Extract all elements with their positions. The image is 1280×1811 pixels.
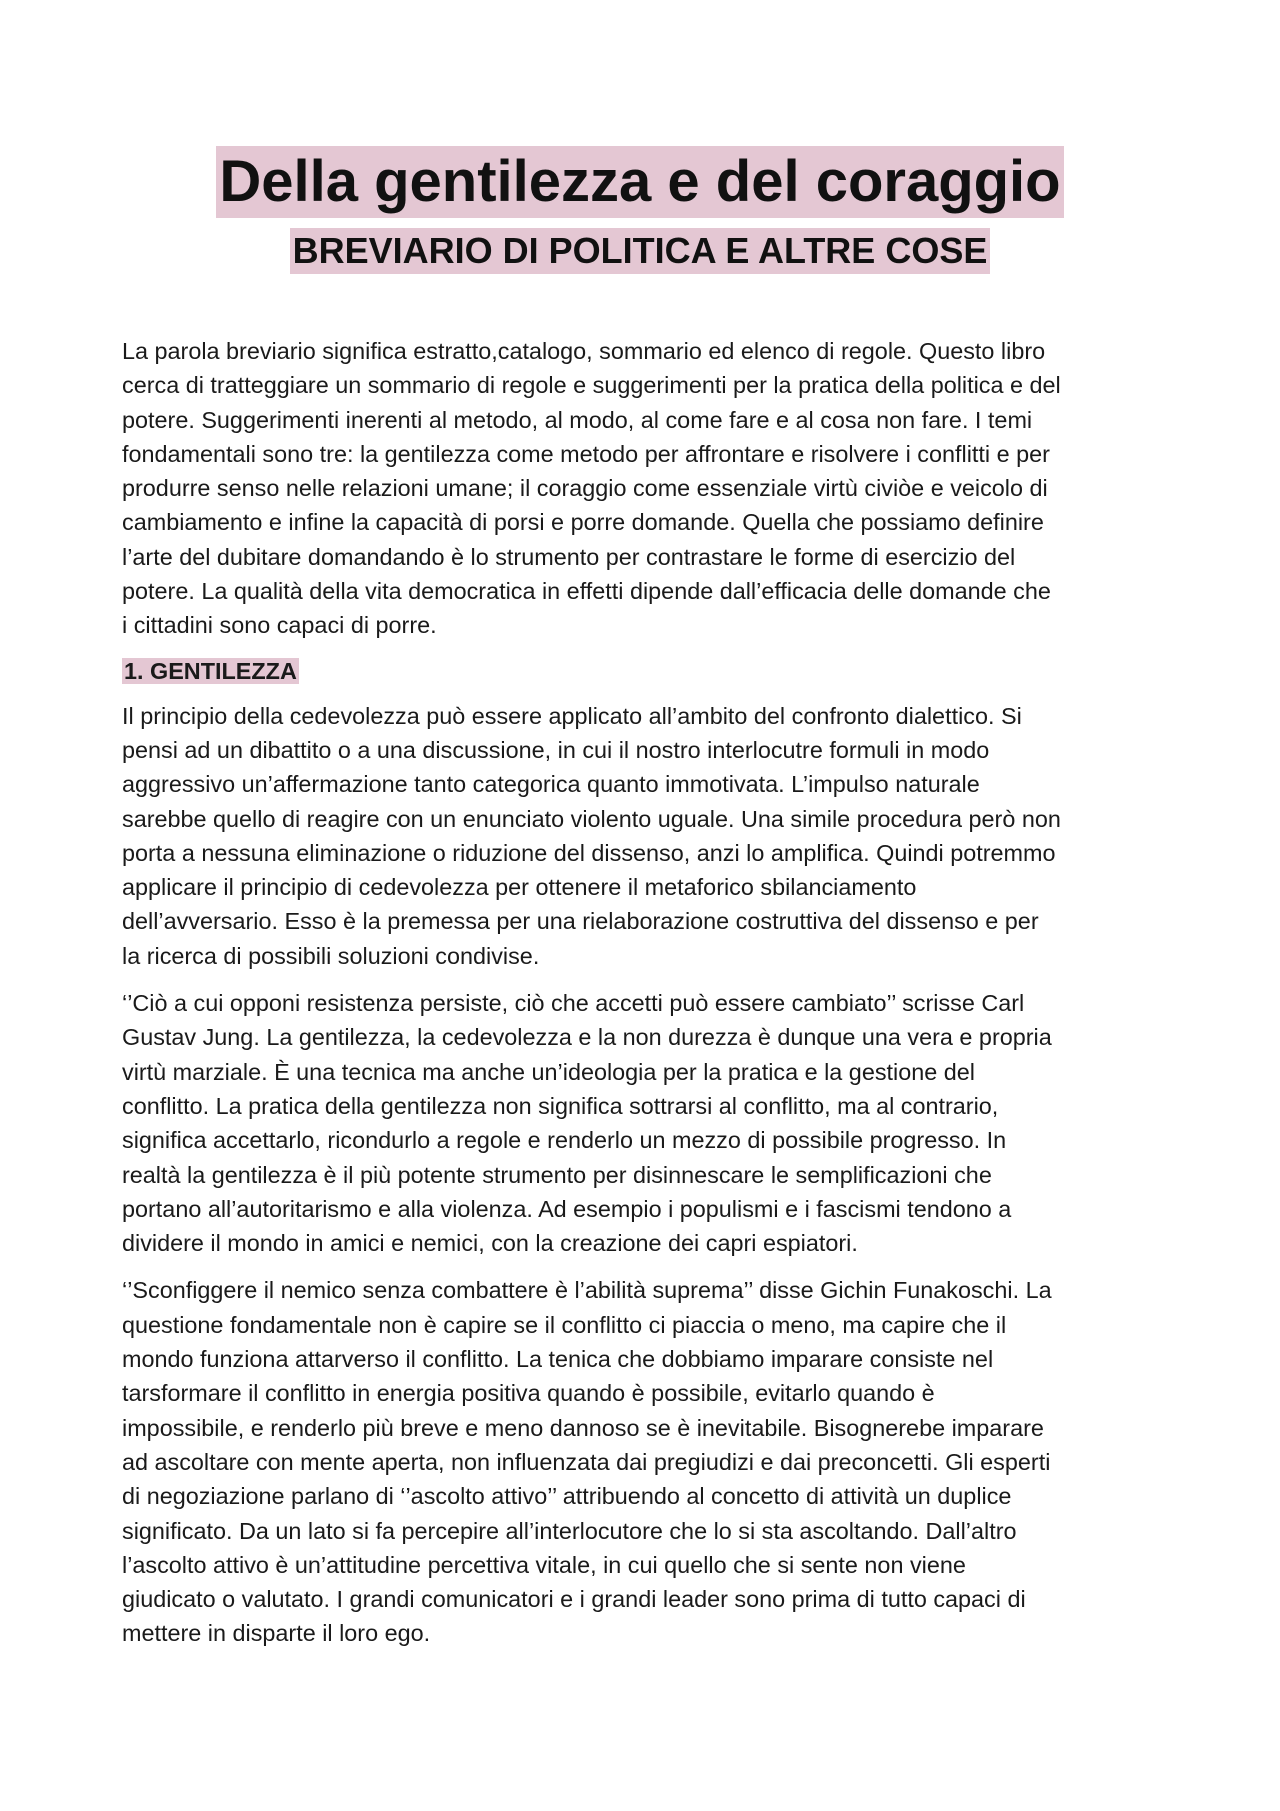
text-line: Gustav Jung. La gentilezza, la cedevolezza e la non durezza è dunque una vera e propria [122, 1024, 1052, 1051]
section-heading-text: 1. GENTILEZZA [124, 657, 297, 684]
text-line: sarebbe quello di reagire con un enunciato violento uguale. Una simile procedura però non [122, 805, 1061, 832]
text-line: fondamentali sono tre: la gentilezza come metodo per affrontare e risolvere i conflitti e per [122, 440, 1050, 467]
text-line: ‘’Ciò a cui opponi resistenza persiste, ciò che accetti può essere cambiato’’ scrisse Carl [122, 990, 1025, 1017]
paragraph-1 [122, 699, 1162, 973]
paragraph-2 [122, 986, 1162, 1260]
text-line: applicare il principio di cedevolezza per ottenere il metaforico sbilanciamento [122, 874, 917, 901]
text-line: potere. Suggerimenti inerenti al metodo, al modo, al come fare e al cosa non fare. I temi [122, 406, 1033, 433]
text-line: cambiamento e infine la capacità di porsi e porre domande. Quella che possiamo definire [122, 509, 1044, 536]
document-subtitle: BREVIARIO DI POLITICA E ALTRE COSE [290, 228, 991, 274]
section-heading [122, 656, 1162, 686]
text-line: mondo funziona attarverso il conflitto. La tenica che dobbiamo imparare consiste nel [122, 1346, 994, 1373]
text-line: tarsformare il conflitto in energia positiva quando è possibile, evitarlo quando è [122, 1380, 935, 1407]
text-line: ad ascoltare con mente aperta, non influenzata dai pregiudizi e dai preconcetti. Gli esperti [122, 1448, 1051, 1475]
text-line: Il principio della cedevolezza può essere applicato all’ambito del confronto dialettico. Si [122, 702, 1022, 729]
text-line: conflitto. La pratica della gentilezza non significa sottrarsi al conflitto, ma al contrario, [122, 1092, 999, 1119]
text-line: questione fondamentale non è capire se il conflitto ci piaccia o meno, ma capire che il [122, 1311, 1007, 1338]
text-line: ‘’Sconfiggere il nemico senza combattere è l’abilità suprema’’ disse Gichin Funakoschi. La [122, 1277, 1052, 1304]
text-line: l’ascolto attivo è un’attitudine percettiva vitale, in cui quello che si sente non viene [122, 1551, 966, 1578]
text-line: dividere il mondo in amici e nemici, con la creazione dei capri espiatori. [122, 1230, 858, 1257]
intro-paragraph [122, 334, 1162, 643]
text-line: portano all’autoritarismo e alla violenza. Ad esempio i populismi e i fascismi tendono a [122, 1195, 1012, 1222]
document-body [122, 334, 1162, 1664]
text-line: di negoziazione parlano di ‘’ascolto attivo’’ attribuendo al concetto di attività un duplice [122, 1483, 1012, 1510]
text-line: mettere in disparte il loro ego. [122, 1620, 431, 1647]
text-line: significa accettarlo, ricondurlo a regole e renderlo un mezzo di possibile progresso. In [122, 1127, 1007, 1154]
text-line: La parola breviario significa estratto,catalogo, sommario ed elenco di regole. Questo libro [122, 338, 1046, 364]
text-line: realtà la gentilezza è il più potente strumento per disinnescare le semplificazioni che [122, 1161, 992, 1188]
text-line: l’arte del dubitare domandando è lo strumento per contrastare le forme di esercizio del [122, 543, 1016, 570]
text-line: cerca di tratteggiare un sommario di regole e suggerimenti per la pratica della politica e del [122, 372, 1061, 399]
text-line: virtù marziale. È una tecnica ma anche un’ideologia per la pratica e la gestione del [122, 1058, 975, 1085]
subtitle-block [0, 228, 1280, 274]
text-line: potere. La qualità della vita democratica in effetti dipende dall’efficacia delle domande che [122, 578, 1051, 605]
paragraph-3 [122, 1273, 1162, 1650]
text-line: giudicato o valutato. I grandi comunicatori e i grandi leader sono prima di tutto capaci di [122, 1586, 1026, 1613]
text-line: produrre senso nelle relazioni umane; il coraggio come essenziale virtù civiòe e veicolo di [122, 475, 1048, 502]
text-line: i cittadini sono capaci di porre. [122, 612, 437, 639]
title-block [0, 146, 1280, 218]
text-line: significato. Da un lato si fa percepire all’interlocutore che lo si sta ascoltando. Dall’altro [122, 1517, 1017, 1544]
text-line: la ricerca di possibili soluzioni condivise. [122, 942, 540, 969]
text-line: dell’avversario. Esso è la premessa per una rielaborazione costruttiva del dissenso e per [122, 908, 1039, 935]
text-line: porta a nessuna eliminazione o riduzione del dissenso, anzi lo amplifica. Quindi potremmo [122, 839, 1056, 866]
text-line: aggressivo un’affermazione tanto categorica quanto immotivata. L’impulso naturale [122, 771, 980, 798]
document-title: Della gentilezza e del coraggio [216, 146, 1063, 218]
text-line: impossibile, e renderlo più breve e meno dannoso se è inevitabile. Bisognerebe imparare [122, 1414, 1044, 1441]
text-line: pensi ad un dibattito o a una discussione, in cui il nostro interlocutre formuli in modo [122, 736, 990, 763]
